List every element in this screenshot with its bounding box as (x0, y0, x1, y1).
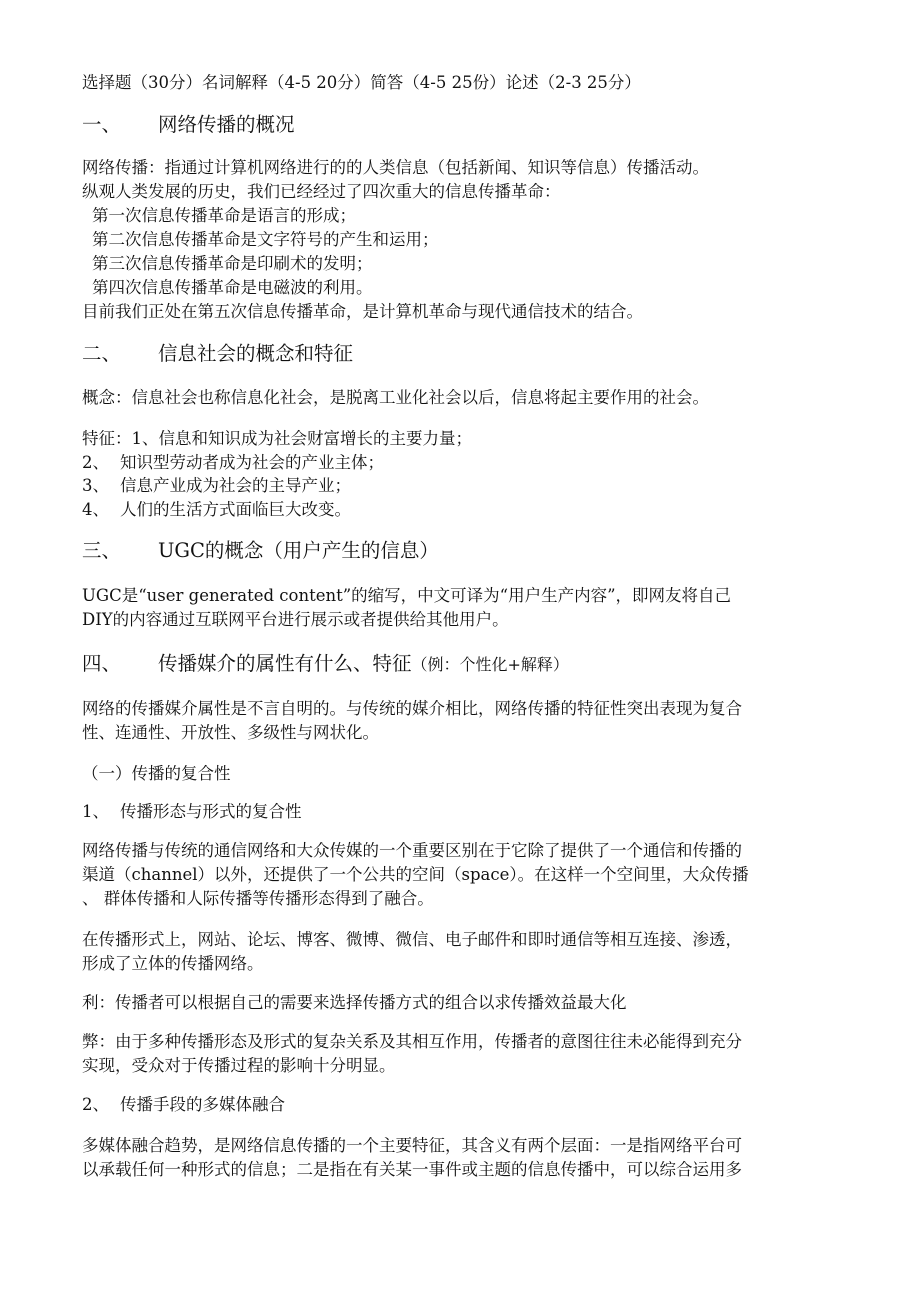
paragraph: 性、连通性、开放性、多级性与网状化。 (82, 723, 379, 742)
section-3-heading (82, 538, 439, 564)
list-item (82, 452, 384, 474)
list-number: 4、 (82, 500, 109, 519)
paragraph: 概念：信息社会也称信息化社会，是脱离工业化社会以后，信息将起主要作用的社会。 (82, 388, 709, 407)
list-number: 3、 (82, 476, 109, 495)
section-2-title: 信息社会的概念和特征 (158, 342, 354, 365)
paragraph: 形成了立体的传播网络。 (82, 954, 264, 973)
list-item: 第四次信息传播革命是电磁波的利用。 (92, 278, 373, 297)
list-text: 信息产业成为社会的主导产业； (120, 476, 351, 495)
paragraph: 网络的传播媒介属性是不言自明的。与传统的媒介相比，网络传播的特征性突出表现为复合 (82, 699, 742, 718)
list-item: 第二次信息传播革命是文字符号的产生和运用； (92, 230, 439, 249)
exam-format-note: 选择题（30分）名词解释（4-5 20分）简答（4-5 25份）论述（2-3 25分） (82, 73, 641, 92)
section-3-title: UGC的概念（用户产生的信息） (158, 539, 439, 562)
list-number: 2、 (82, 453, 109, 472)
list-number: 2、 (82, 1095, 109, 1114)
paragraph: 在传播形式上，网站、论坛、博客、微博、微信、电子邮件和即时通信等相互连接、渗透， (82, 930, 742, 949)
paragraph: 、 群体传播和人际传播等传播形态得到了融合。 (82, 889, 434, 908)
section-2-number: 二、 (82, 342, 122, 365)
section-1-number: 一、 (82, 113, 122, 136)
section-1-heading (82, 112, 295, 138)
section-1-title: 网络传播的概况 (158, 113, 295, 136)
paragraph: 利：传播者可以根据自己的需要来选择传播方式的组合以求传播效益最大化 (82, 993, 627, 1012)
section-4-title-note: （例：个性化+解释） (411, 655, 569, 674)
paragraph: 实现，受众对于传播过程的影响十分明显。 (82, 1056, 396, 1075)
list-text: 人们的生活方式面临巨大改变。 (120, 500, 351, 519)
paragraph: 网络传播：指通过计算机网络进行的的人类信息（包括新闻、知识等信息）传播活动。 (82, 158, 709, 177)
paragraph: 网络传播与传统的通信网络和大众传媒的一个重要区别在于它除了提供了一个通信和传播的 (82, 841, 742, 860)
list-item (82, 475, 351, 497)
paragraph: 纵观人类发展的历史，我们已经经过了四次重大的信息传播革命： (82, 182, 561, 201)
paragraph: DIY的内容通过互联网平台进行展示或者提供给其他用户。 (82, 610, 509, 629)
section-3-number: 三、 (82, 539, 122, 562)
list-item: 特征：1、信息和知识成为社会财富增长的主要力量； (82, 429, 472, 448)
paragraph: 渠道（channel）以外，还提供了一个公共的空间（space）。在这样一个空间里，大众传播 (82, 865, 749, 884)
paragraph: 弊：由于多种传播形态及形式的复杂关系及其相互作用，传播者的意图往往未必能得到充分 (82, 1032, 742, 1051)
paragraph: 目前我们正处在第五次信息传播革命，是计算机革命与现代通信技术的结合。 (82, 302, 643, 321)
paragraph: 以承载任何一种形式的信息；二是指在有关某一事件或主题的信息传播中，可以综合运用多 (82, 1160, 742, 1179)
list-number: 1、 (82, 802, 109, 821)
section-2-heading (82, 341, 353, 367)
paragraph: UGC是“user generated content”的缩写，中文可译为“用户生产内容”，即网友将自己 (82, 586, 732, 605)
list-text: 传播形态与形式的复合性 (120, 802, 302, 821)
list-text: 知识型劳动者成为社会的产业主体； (120, 453, 384, 472)
list-item: 第三次信息传播革命是印刷术的发明； (92, 254, 373, 273)
subsection-item (82, 801, 302, 823)
list-item (82, 499, 351, 521)
section-4-heading (82, 651, 569, 678)
subsection-heading: （一）传播的复合性 (82, 764, 231, 783)
list-text: 传播手段的多媒体融合 (120, 1095, 285, 1114)
section-4-number: 四、 (82, 652, 122, 675)
subsection-item (82, 1094, 285, 1116)
section-4-title: 传播媒介的属性有什么、特征 (158, 652, 412, 675)
paragraph: 多媒体融合趋势，是网络信息传播的一个主要特征，其含义有两个层面：一是指网络平台可 (82, 1136, 742, 1155)
list-item: 第一次信息传播革命是语言的形成； (92, 206, 356, 225)
